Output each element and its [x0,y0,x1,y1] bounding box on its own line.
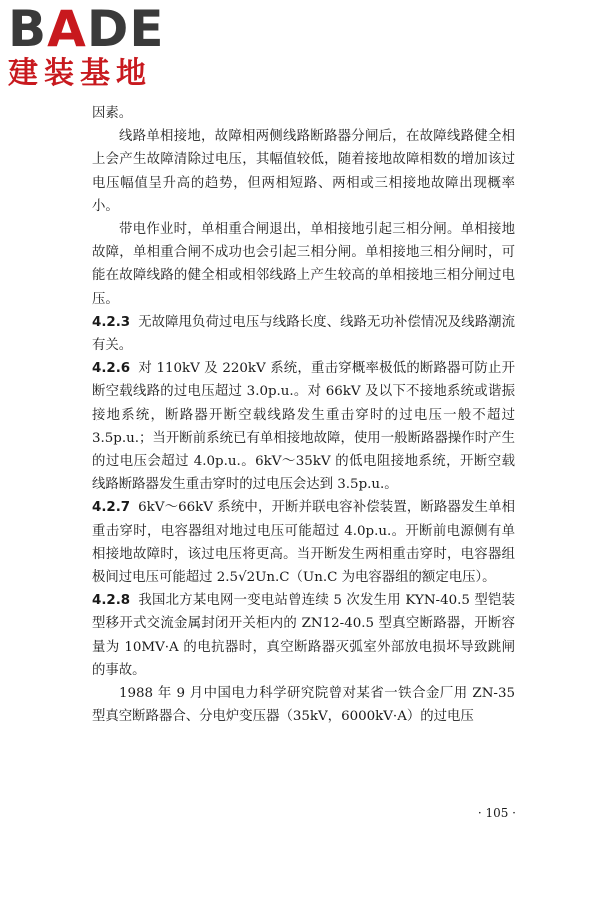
section-number: 4.2.8 [92,593,131,609]
paragraph-text: 6kV～66kV 系统中，开断并联电容补偿装置，断路器发生单相重击穿时，电容器组对地过电压可能超过 4.0p.u.。开断前电源侧有单相接地故障时，该过电压将更高。当开断发生两相重击穿时，电容器组极间过电压可能超过 2.5√2Un.C（Un.C 为电容器组的额定电压）。 [92,500,515,586]
section-paragraph [92,496,515,589]
section-paragraph [92,357,515,496]
logo-letters-de: DE [86,0,165,58]
paragraph-text: 线路单相接地，故障相两侧线路断路器分闸后，在故障线路健全相上会产生故障清除过电压，其幅值较低，随着接地故障相数的增加该过电压幅值呈升高的趋势，但两相短路、两相或三相接地故障出现概率小。 [92,129,515,214]
body-paragraph [92,102,515,125]
paragraph-text: 带电作业时，单相重合闸退出，单相接地引起三相分闸。单相接地故障，单相重合闸不成功也会引起三相分闸。单相接地三相分闸时，可能在故障线路的健全相或相邻线路上产生较高的单相接地三相分闸过电压。 [92,222,515,307]
paragraph-text: 无故障甩负荷过电压与线路长度、线路无功补偿情况及线路潮流有关。 [92,314,515,354]
brand-logo [8,0,178,96]
page-number: · 105 · [477,806,516,820]
document-body [92,102,515,728]
section-number: 4.2.3 [92,314,131,330]
body-paragraph [92,125,515,218]
section-paragraph [92,589,515,682]
section-paragraph [92,311,515,357]
logo-wordmark [8,0,178,58]
paragraph-text: 1988 年 9 月中国电力科学研究院曾对某省一铁合金厂用 ZN-35 型真空断路器合、分电炉变压器（35kV，6000kV·A）的过电压 [92,686,515,725]
body-paragraph [92,682,515,728]
paragraph-text: 因素。 [92,106,133,121]
logo-letter-a: A [47,0,87,58]
section-number: 4.2.6 [92,361,131,377]
paragraph-text: 我国北方某电网一变电站曾连续 5 次发生用 KYN-40.5 型铠装型移开式交流金属封闭开关柜内的 ZN12-40.5 型真空断路器，开断容量为 10MV·A 的电抗器时，真空断路器灭弧室外部放电损坏导致跳闸的事故。 [92,593,515,678]
logo-subtitle: 建装基地 [8,56,152,91]
logo-letter-b: B [8,0,48,58]
body-paragraph [92,218,515,311]
paragraph-text: 对 110kV 及 220kV 系统，重击穿概率极低的断路器可防止开断空载线路的过电压超过 3.0p.u.。对 66kV 及以下不接地系统或谐振接地系统，断路器开断空载线路发生重击穿时的过电压一般不超过 3.5p.u.；当开断前系统已有单相接地故障，使用一般断路器操作时产生的过电压会超过 4.0p.u.。6kV～35kV 的低电阻接地系统，开断空载线路断路器发生重击穿时的过电压会达到 3.5p.u.。 [92,361,515,493]
section-number: 4.2.7 [92,500,131,516]
